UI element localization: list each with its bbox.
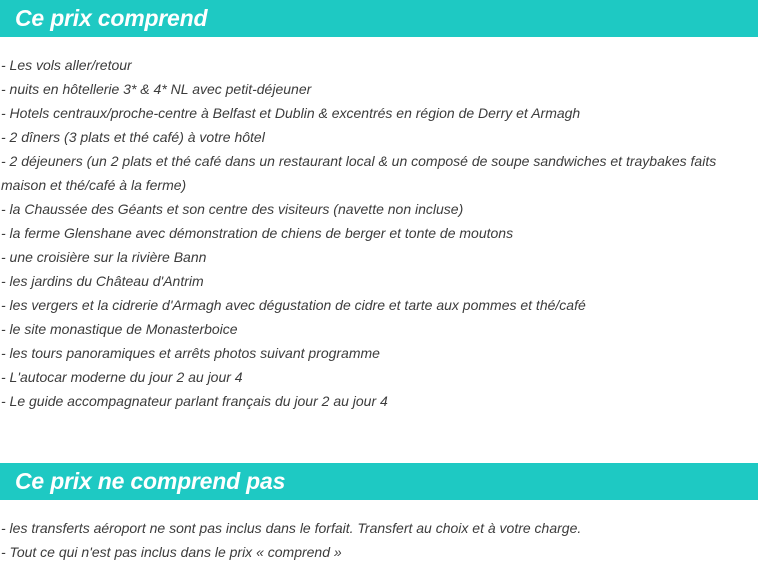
list-item: - les jardins du Château d'Antrim	[1, 273, 204, 289]
list-item: - le site monastique de Monasterboice	[1, 321, 238, 337]
excluded-section-title: Ce prix ne comprend pas	[15, 468, 286, 494]
list-item: - nuits en hôtellerie 3* & 4* NL avec petit-déjeuner	[1, 81, 312, 97]
list-item: - Hotels centraux/proche-centre à Belfast et Dublin & excentrés en région de Derry et Armagh	[1, 105, 581, 121]
excluded-list	[1, 516, 741, 564]
list-item: - L'autocar moderne du jour 2 au jour 4	[1, 369, 243, 385]
list-item: - les tours panoramiques et arrêts photos suivant programme	[1, 345, 380, 361]
included-section-header	[0, 0, 758, 37]
list-item: - la ferme Glenshane avec démonstration de chiens de berger et tonte de moutons	[1, 225, 514, 241]
list-item: - les transferts aéroport ne sont pas inclus dans le forfait. Transfert au choix et à votre charge.	[1, 520, 582, 536]
list-item: - Tout ce qui n'est pas inclus dans le prix « comprend »	[1, 544, 342, 560]
list-item: - Les vols aller/retour	[1, 57, 132, 73]
excluded-section-header	[0, 463, 758, 500]
list-item: - 2 déjeuners (un 2 plats et thé café dans un restaurant local & un composé de soupe sandwiches et traybakes faits maison et thé/café à la ferme)	[1, 153, 717, 193]
list-item: - 2 dîners (3 plats et thé café) à votre hôtel	[1, 129, 265, 145]
list-item: - une croisière sur la rivière Bann	[1, 249, 207, 265]
included-list	[1, 53, 741, 413]
list-item: - les vergers et la cidrerie d'Armagh avec dégustation de cidre et tarte aux pommes et thé/café	[1, 297, 586, 313]
list-item: - la Chaussée des Géants et son centre des visiteurs (navette non incluse)	[1, 201, 464, 217]
included-section-title: Ce prix comprend	[15, 5, 208, 31]
list-item: - Le guide accompagnateur parlant français du jour 2 au jour 4	[1, 393, 388, 409]
